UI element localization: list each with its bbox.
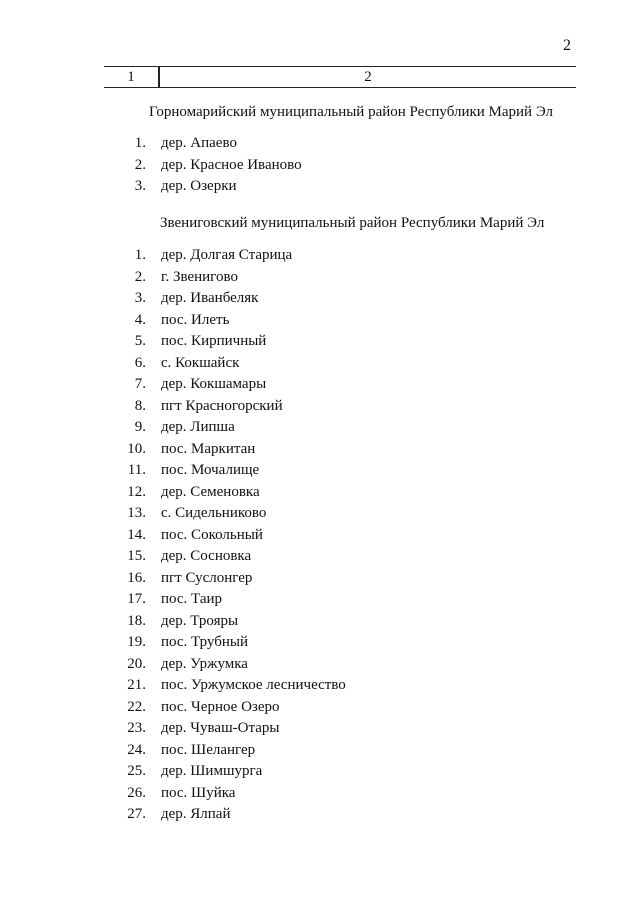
- settlement-name: пос. Мочалище: [161, 462, 260, 478]
- list-item: [0, 632, 640, 654]
- list-item: [0, 155, 640, 177]
- list-item: [0, 482, 640, 504]
- list-item: [0, 396, 640, 418]
- list-item: [0, 568, 640, 590]
- item-number: 11.: [127, 462, 146, 478]
- settlement-name: дер. Красное Иваново: [161, 156, 302, 173]
- list-item: [0, 288, 640, 310]
- settlement-name: дер. Трояры: [161, 612, 239, 629]
- settlement-name: дер. Иванбеляк: [161, 290, 259, 306]
- settlement-name: пос. Маркитан: [161, 440, 256, 457]
- list-item: [0, 503, 640, 525]
- item-number: 2.: [134, 156, 146, 173]
- item-number: 27.: [127, 806, 146, 822]
- settlement-name: пгт Красногорский: [161, 397, 283, 414]
- settlement-name: дер. Шимшурга: [161, 763, 263, 779]
- item-number: 12.: [127, 483, 146, 500]
- settlement-name: дер. Семеновка: [161, 483, 260, 500]
- list-item: [0, 176, 640, 198]
- settlement-name: дер. Апаево: [161, 135, 237, 151]
- list-item: [0, 697, 640, 719]
- settlement-name: с. Кокшайск: [161, 354, 240, 371]
- item-number: 1.: [134, 247, 146, 263]
- list-item: [0, 546, 640, 568]
- item-number: 23.: [127, 720, 146, 736]
- settlement-name: дер. Кокшамары: [161, 376, 267, 392]
- settlement-name: дер. Озерки: [161, 178, 237, 194]
- list-item: [0, 589, 640, 611]
- item-number: 4.: [134, 311, 146, 328]
- item-number: 16.: [127, 569, 146, 586]
- item-number: 6.: [134, 354, 146, 371]
- settlement-name: пос. Трубный: [161, 634, 249, 650]
- settlement-name: пос. Шелангер: [161, 741, 256, 758]
- item-number: 25.: [127, 763, 146, 779]
- item-number: 10.: [127, 440, 146, 457]
- item-number: 21.: [127, 677, 146, 693]
- item-number: 8.: [134, 397, 146, 414]
- item-number: 19.: [127, 634, 146, 650]
- settlement-name: дер. Ялпай: [161, 806, 231, 822]
- list-item: [0, 740, 640, 762]
- settlement-name: пос. Черное Озеро: [161, 698, 280, 715]
- settlement-name: пгт Суслонгер: [161, 569, 253, 586]
- item-number: 17.: [127, 591, 146, 607]
- list-item: [0, 439, 640, 461]
- list-item: [0, 675, 640, 697]
- settlement-name: г. Звенигово: [161, 268, 238, 285]
- item-number: 24.: [127, 741, 146, 758]
- table-column-header: [104, 66, 576, 88]
- section-title-gornomariysky: Горномарийский муниципальный район Республики Марий Эл: [149, 104, 554, 120]
- list-item: [0, 718, 640, 740]
- list-item: [0, 245, 640, 267]
- list-item: [0, 804, 640, 826]
- list-item: [0, 331, 640, 353]
- section-title-zvenigovsky: Звениговский муниципальный район Республики Марий Эл: [160, 215, 545, 231]
- item-number: 2.: [134, 268, 146, 285]
- item-number: 22.: [127, 698, 146, 715]
- settlement-name: пос. Таир: [161, 591, 223, 607]
- list-item: [0, 267, 640, 289]
- settlement-name: пос. Сокольный: [161, 526, 263, 543]
- column-2-number: 2: [159, 67, 576, 87]
- settlement-name: дер. Долгая Старица: [161, 247, 293, 263]
- settlement-name: дер. Сосновка: [161, 548, 252, 564]
- list-zvenigovsky: [0, 245, 640, 826]
- settlement-name: дер. Чуваш-Отары: [161, 720, 280, 736]
- item-number: 18.: [127, 612, 146, 629]
- item-number: 13.: [127, 505, 146, 521]
- settlement-name: пос. Уржумское лесничество: [161, 677, 346, 693]
- item-number: 20.: [127, 655, 146, 672]
- list-item: [0, 310, 640, 332]
- item-number: 1.: [134, 135, 146, 151]
- list-item: [0, 417, 640, 439]
- item-number: 9.: [134, 419, 146, 435]
- list-item: [0, 525, 640, 547]
- settlement-name: дер. Липша: [161, 419, 235, 435]
- settlement-name: пос. Кирпичный: [161, 333, 267, 349]
- list-item: [0, 654, 640, 676]
- item-number: 5.: [134, 333, 146, 349]
- item-number: 3.: [134, 290, 146, 306]
- item-number: 7.: [134, 376, 146, 392]
- list-item: [0, 783, 640, 805]
- column-1-number: 1: [104, 67, 159, 87]
- settlement-name: пос. Шуйка: [161, 784, 236, 801]
- list-item: [0, 460, 640, 482]
- item-number: 26.: [127, 784, 146, 801]
- item-number: 15.: [127, 548, 146, 564]
- settlement-name: пос. Илеть: [161, 311, 230, 328]
- list-item: [0, 133, 640, 155]
- list-gornomariysky: [0, 133, 640, 198]
- item-number: 14.: [127, 526, 146, 543]
- list-item: [0, 761, 640, 783]
- list-item: [0, 374, 640, 396]
- list-item: [0, 611, 640, 633]
- settlement-name: дер. Уржумка: [161, 655, 248, 672]
- settlement-name: с. Сидельниково: [161, 505, 267, 521]
- list-item: [0, 353, 640, 375]
- page-number: 2: [563, 37, 571, 54]
- item-number: 3.: [134, 178, 146, 194]
